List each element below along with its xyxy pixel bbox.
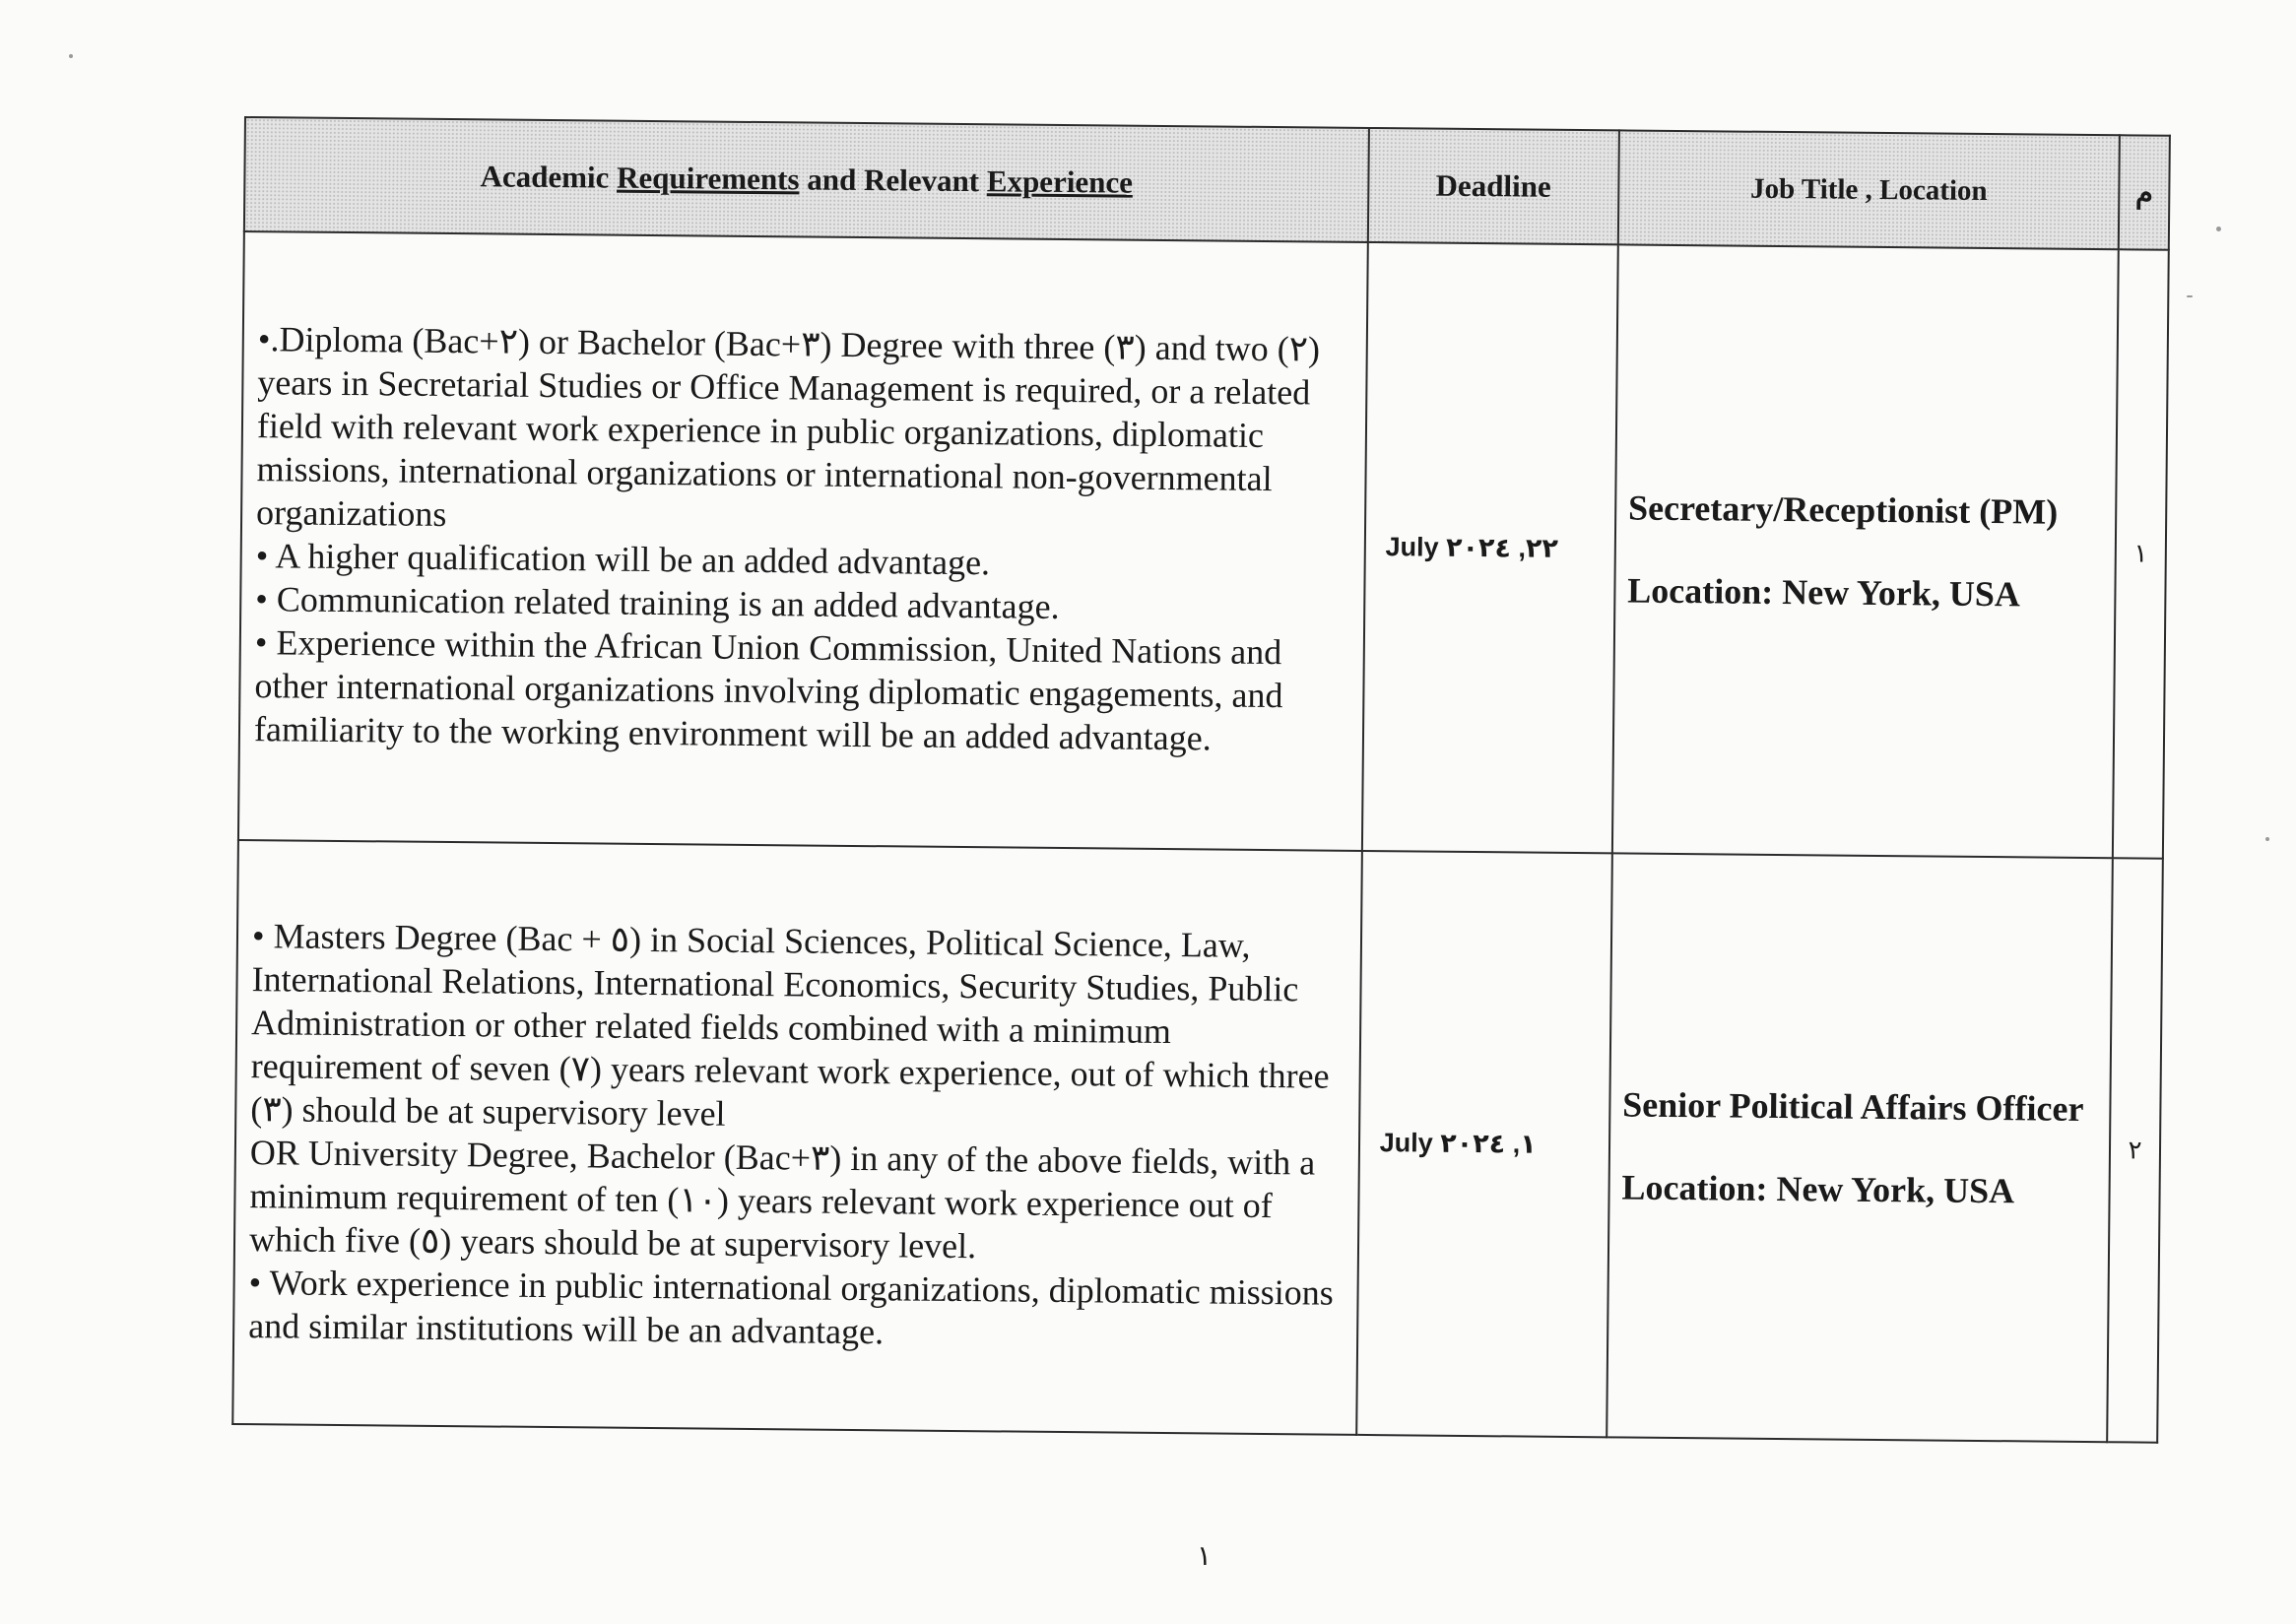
page-number: ١ [1197, 1539, 1213, 1572]
header-job-title: Job Title , Location [1618, 130, 2120, 249]
job-title: Secretary/Receptionist (PM) [1627, 487, 2059, 532]
header-deadline: Deadline [1367, 128, 1618, 244]
job-location: Location: New York, USA [1627, 570, 2021, 615]
deadline-cell: July ٢٢, ٢٠٢٤ [1362, 242, 1618, 853]
requirements-cell [232, 840, 1361, 1435]
job-title-cell [1612, 244, 2119, 858]
table-header-row [244, 117, 2170, 250]
requirement-item: •.Diploma (Bac+٢) or Bachelor (Bac+٣) Degree with three (٣) and two (٢) years in Secretarial Studies or Office Management is required, or a related field with relevant work experience in public organizations, diplomatic missions, international organizations or international non-governmental organizations [255, 319, 1321, 534]
page-content [231, 116, 2171, 1444]
job-title-cell [1607, 853, 2113, 1442]
job-title: Senior Political Affairs Officer [1622, 1083, 2084, 1129]
header-number: م [2119, 135, 2170, 249]
requirement-item: • Masters Degree (Bac + ٥) in Social Sciences, Political Science, Law, International Relations, International Economics, Security Studies, Public Administration or other related fields combined with a minimum requirement of seven (٧) years relevant work experience, out of which three (٣) should be at supervisory level [250, 915, 1330, 1134]
table-row [232, 840, 2163, 1443]
table-row [238, 231, 2169, 859]
scan-speck [2187, 295, 2193, 297]
header-requirements: Academic Requirements and Relevant Experience [244, 117, 1369, 242]
scan-speck [2265, 837, 2269, 841]
requirement-item: • Communication related training is an added advantage. [255, 579, 1060, 626]
requirements-cell [238, 231, 1368, 851]
requirement-item: • A higher qualification will be an added advantage. [255, 536, 991, 583]
job-location: Location: New York, USA [1621, 1166, 2015, 1210]
deadline-cell: July ١, ٢٠٢٤ [1356, 851, 1612, 1437]
job-vacancies-table [231, 116, 2171, 1444]
scan-speck [2216, 227, 2221, 231]
requirement-item: • Work experience in public international organizations, diplomatic missions and similar institutions will be an advantage. [248, 1262, 1334, 1351]
requirement-item: • Experience within the African Union Commission, United Nations and other international organizations involving diplomatic engagements, and familiarity to the working environment will be an added advantage. [253, 622, 1283, 758]
scan-speck [69, 54, 73, 58]
row-number: ١ [2113, 249, 2169, 858]
requirement-item: OR University Degree, Bachelor (Bac+٣) in any of the above fields, with a minimum requirement of ten (١٠) years relevant work experience out of which five (٥) years should be at supervisory level. [248, 1132, 1316, 1266]
row-number: ٢ [2107, 858, 2163, 1442]
